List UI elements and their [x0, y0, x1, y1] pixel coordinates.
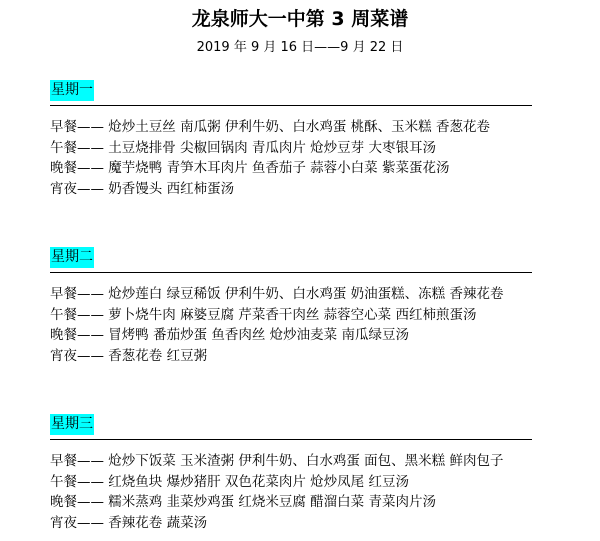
meal-dishes: 魔芋烧鸭 青笋木耳肉片 鱼香茄子 蒜蓉小白菜 紫菜蛋花汤 — [108, 160, 450, 176]
meal-name: 宵夜—— — [50, 347, 104, 364]
meal-list — [50, 451, 532, 533]
day-section-tuesday — [50, 246, 532, 366]
meal-name: 晚餐—— — [50, 160, 104, 176]
meal-row-dinner — [50, 492, 532, 513]
meal-dishes: 炝炒莲白 绿豆稀饭 伊利牛奶、白水鸡蛋 奶油蛋糕、冻糕 香辣花卷 — [108, 286, 504, 302]
meal-dishes: 红烧鱼块 爆炒猪肝 双色花菜肉片 炝炒凤尾 红豆汤 — [108, 473, 409, 490]
meal-dishes: 土豆烧排骨 尖椒回锅肉 青瓜肉片 炝炒豆芽 大枣银耳汤 — [108, 139, 436, 156]
meal-dishes: 冒烤鸭 番茄炒蛋 鱼香肉丝 炝炒油麦菜 南瓜绿豆汤 — [108, 327, 409, 343]
meal-name: 宵夜—— — [50, 180, 104, 197]
meal-dishes: 奶香馒头 西红柿蛋汤 — [108, 180, 235, 197]
meal-row-lunch — [50, 305, 532, 326]
day-label: 星期三 — [50, 414, 94, 435]
meal-row-breakfast — [50, 284, 532, 305]
meal-row-lunch — [50, 472, 532, 493]
meal-name: 早餐—— — [50, 286, 104, 302]
meal-row-dinner — [50, 158, 532, 179]
meal-dishes: 炝炒下饭菜 玉米渣粥 伊利牛奶、白水鸡蛋 面包、黑米糕 鲜肉包子 — [108, 453, 504, 469]
meal-row-breakfast — [50, 451, 532, 472]
meal-row-late-night — [50, 513, 532, 534]
meal-dishes: 萝卜烧牛肉 麻婆豆腐 芹菜香干肉丝 蒜蓉空心菜 西红柿煎蛋汤 — [108, 306, 477, 323]
meal-name: 午餐—— — [50, 306, 104, 323]
meal-name: 晚餐—— — [50, 494, 104, 510]
meal-list — [50, 284, 532, 366]
divider — [50, 272, 532, 273]
day-label: 星期一 — [50, 80, 94, 101]
meal-name: 晚餐—— — [50, 327, 104, 343]
meal-name: 早餐—— — [50, 453, 104, 469]
date-range: 2019 年 9 月 16 日——9 月 22 日 — [196, 40, 404, 55]
meal-name: 午餐—— — [50, 139, 104, 156]
day-section-wednesday — [50, 413, 532, 533]
meal-row-lunch — [50, 138, 532, 159]
meal-dishes: 炝炒土豆丝 南瓜粥 伊利牛奶、白水鸡蛋 桃酥、玉米糕 香葱花卷 — [108, 119, 490, 135]
meal-dishes: 香葱花卷 红豆粥 — [108, 347, 208, 364]
meal-row-breakfast — [50, 117, 532, 138]
day-section-monday — [50, 79, 532, 199]
meal-list — [50, 117, 532, 199]
divider — [50, 105, 532, 106]
menu-title: 龙泉师大一中第 3 周菜谱 — [191, 8, 409, 30]
meal-dishes: 香辣花卷 蔬菜汤 — [108, 514, 208, 531]
meal-name: 宵夜—— — [50, 514, 104, 531]
meal-row-late-night — [50, 346, 532, 367]
meal-name: 午餐—— — [50, 473, 104, 490]
meal-row-late-night — [50, 179, 532, 200]
day-label: 星期二 — [50, 247, 94, 268]
divider — [50, 439, 532, 440]
meal-dishes: 糯米蒸鸡 韭菜炒鸡蛋 红烧米豆腐 醋溜白菜 青菜肉片汤 — [108, 494, 436, 510]
meal-name: 早餐—— — [50, 119, 104, 135]
meal-row-dinner — [50, 325, 532, 346]
